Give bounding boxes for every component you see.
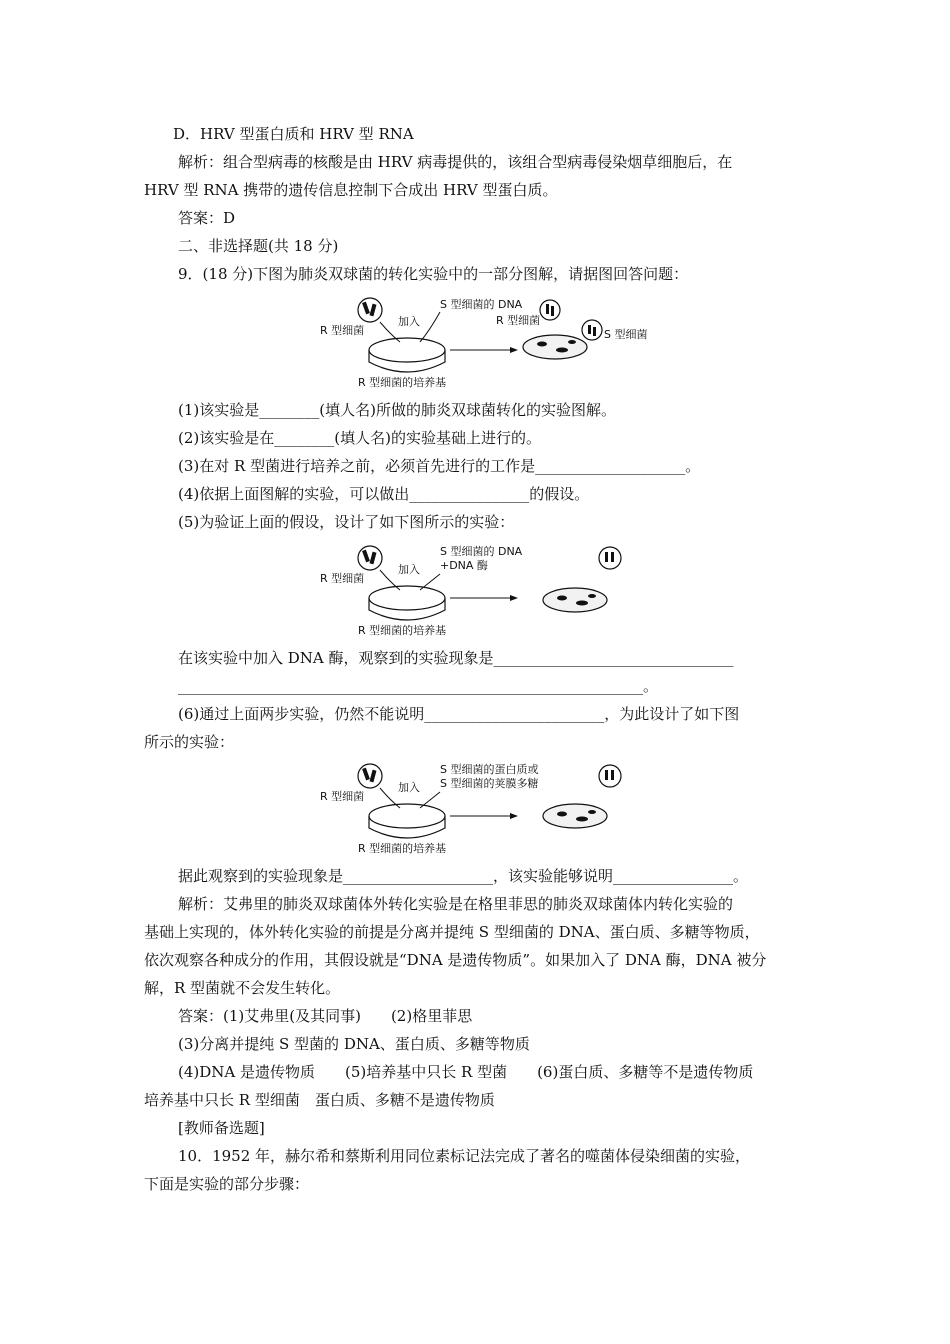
question-text: 据此观察到的实验现象是____________________，该实验能够说明________________。 <box>178 867 749 885</box>
sub-question-5: (5)为验证上面的假设，设计了如下图所示的实验： <box>178 513 515 531</box>
analysis-line: 基础上实现的，体外转化实验的前提是分离并提纯 S 型细菌的 DNA、蛋白质、多糖等物质， <box>144 923 760 941</box>
reagent-label: S 型细菌的 DNA <box>440 545 523 558</box>
analysis-line: HRV 型 RNA 携带的遗传信息控制下合成出 HRV 型蛋白质。 <box>144 181 558 199</box>
analysis-line: 依次观察各种成分的作用，其假设就是“DNA 是遗传物质”。如果加入了 DNA 酶，DNA 被分 <box>144 951 767 969</box>
reagent-label: S 型细菌的蛋白质或 <box>440 763 539 776</box>
analysis-line: 解析：组合型病毒的核酸是由 HRV 病毒提供的，该组合型病毒侵染烟草细胞后，在 <box>178 153 733 171</box>
answer-line: 培养基中只长 R 型细菌 蛋白质、多糖不是遗传物质 <box>144 1091 495 1109</box>
reagent-label: S 型细菌的 DNA <box>440 298 523 311</box>
s-bacteria-icon <box>582 320 602 340</box>
r-bacteria-icon <box>599 765 621 787</box>
analysis-line: 解析：艾弗里的肺炎双球菌体外转化实验是在格里菲思的肺炎双球菌体内转化实验的 <box>178 895 734 913</box>
r-bacteria-icon <box>599 547 621 569</box>
sub-question-4: (4)依据上面图解的实验，可以做出________________的假设。 <box>178 485 590 503</box>
teacher-section: [教师备选题] <box>178 1119 265 1137</box>
result-r-label: R 型细菌 <box>496 314 541 327</box>
sub-question-3: (3)在对 R 型菌进行培养之前，必须首先进行的工作是____________________。 <box>178 457 701 475</box>
question-text: 在该实验中加入 DNA 酶，观察到的实验现象是________________________________ <box>178 649 734 667</box>
medium-label: R 型细菌的培养基 <box>358 842 447 855</box>
add-label: 加入 <box>398 781 420 794</box>
medium-label: R 型细菌的培养基 <box>358 624 447 637</box>
section-heading: 二、非选择题(共 18 分) <box>178 237 339 255</box>
answer-blank: ______________________________________________________________。 <box>178 677 659 695</box>
r-bacteria-label: R 型细菌 <box>320 790 365 803</box>
sub-question-6-cont: 所示的实验： <box>144 733 235 751</box>
answer-line: (3)分离并提纯 S 型菌的 DNA、蛋白质、多糖等物质 <box>178 1035 530 1053</box>
question-10-cont: 下面是实验的部分步骤： <box>144 1175 310 1193</box>
question-10: 10．1952 年，赫尔希和蔡斯利用同位素标记法完成了著名的噬菌体侵染细菌的实验， <box>178 1147 751 1165</box>
r-bacteria-label: R 型细菌 <box>320 572 365 585</box>
r-bacteria-icon <box>358 546 382 570</box>
reagent-label: +DNA 酶 <box>440 559 488 572</box>
question-9: 9．(18 分)下图为肺炎双球菌的转化实验中的一部分图解，请据图回答问题： <box>178 265 689 283</box>
figure-2 <box>300 540 660 640</box>
analysis-line: 解，R 型菌就不会发生转化。 <box>144 979 341 997</box>
answer-line: 答案：D <box>178 209 236 227</box>
r-bacteria-icon <box>358 298 382 322</box>
sub-question-6: (6)通过上面两步实验，仍然不能说明________________________，为此设计了如下图 <box>178 705 740 723</box>
r-bacteria-icon <box>540 300 560 320</box>
figure-3 <box>300 758 660 858</box>
r-bacteria-label: R 型细菌 <box>320 324 365 337</box>
answer-line: 答案：(1)艾弗里(及其同事) (2)格里菲思 <box>178 1007 473 1025</box>
reagent-label: S 型细菌的荚膜多糖 <box>440 777 539 790</box>
add-label: 加入 <box>398 563 420 576</box>
add-label: 加入 <box>398 315 420 328</box>
result-s-label: S 型细菌 <box>604 328 648 341</box>
option-d: D．HRV 型蛋白质和 HRV 型 RNA <box>173 125 414 143</box>
sub-question-2: (2)该实验是在________(填人名)的实验基础上进行的。 <box>178 429 541 447</box>
figure-1 <box>300 292 660 392</box>
answer-line: (4)DNA 是遗传物质 (5)培养基中只长 R 型菌 (6)蛋白质、多糖等不是遗传物质 <box>178 1063 754 1081</box>
medium-label: R 型细菌的培养基 <box>358 376 447 389</box>
sub-question-1: (1)该实验是________(填人名)所做的肺炎双球菌转化的实验图解。 <box>178 401 616 419</box>
r-bacteria-icon <box>358 764 382 788</box>
